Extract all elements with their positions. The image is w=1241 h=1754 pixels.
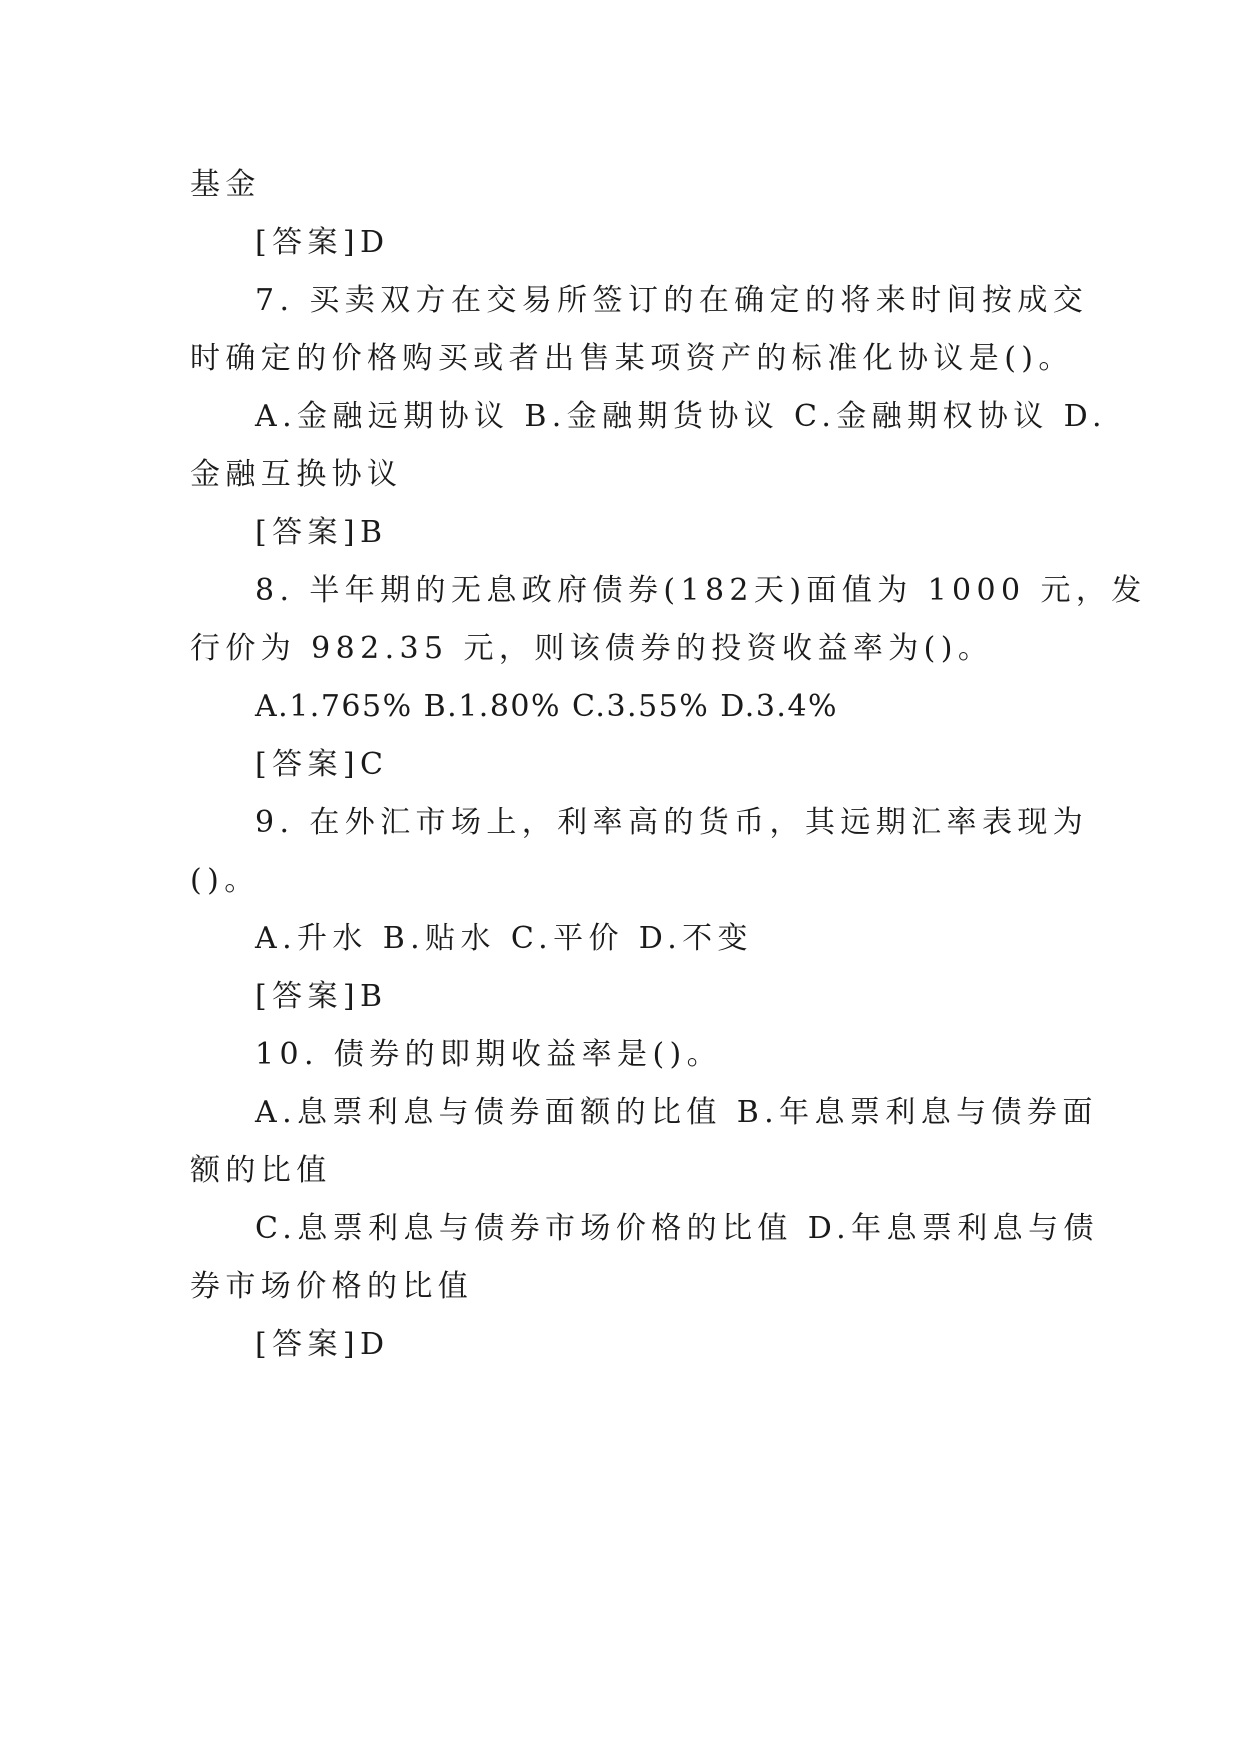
- question-8-line: 行价为 982.35 元，则该债券的投资收益率为()。: [190, 631, 994, 666]
- question-10-line: 10. 债券的即期收益率是()。: [255, 1037, 723, 1072]
- question-7-line: 时确定的价格购买或者出售某项资产的标准化协议是()。: [190, 341, 1074, 376]
- answer-line: [答案]B: [255, 515, 388, 550]
- options-line: A.升水 B.贴水 C.平价 D.不变: [255, 921, 753, 956]
- text-line: 基金: [190, 167, 261, 202]
- options-line: 券市场价格的比值: [190, 1269, 474, 1304]
- answer-line: [答案]D: [255, 1327, 390, 1362]
- options-line: C.息票利息与债券市场价格的比值 D.年息票利息与债: [255, 1211, 1099, 1246]
- options-line: A.1.765% B.1.80% C.3.55% D.3.4%: [255, 689, 839, 724]
- options-line: 额的比值: [190, 1153, 332, 1188]
- answer-line: [答案]C: [255, 747, 389, 782]
- answer-line: [答案]D: [255, 225, 390, 260]
- question-7-line: 7. 买卖双方在交易所签订的在确定的将来时间按成交: [255, 283, 1089, 318]
- options-line: A.金融远期协议 B.金融期货协议 C.金融期权协议 D.: [255, 399, 1107, 434]
- question-8-line: 8. 半年期的无息政府债券(182天)面值为 1000 元，发: [255, 573, 1147, 608]
- question-9-line: ()。: [190, 863, 260, 898]
- question-9-line: 9. 在外汇市场上，利率高的货币，其远期汇率表现为: [255, 805, 1089, 840]
- answer-line: [答案]B: [255, 979, 388, 1014]
- options-line: A.息票利息与债券面额的比值 B.年息票利息与债券面: [255, 1095, 1098, 1130]
- options-line: 金融互换协议: [190, 457, 403, 492]
